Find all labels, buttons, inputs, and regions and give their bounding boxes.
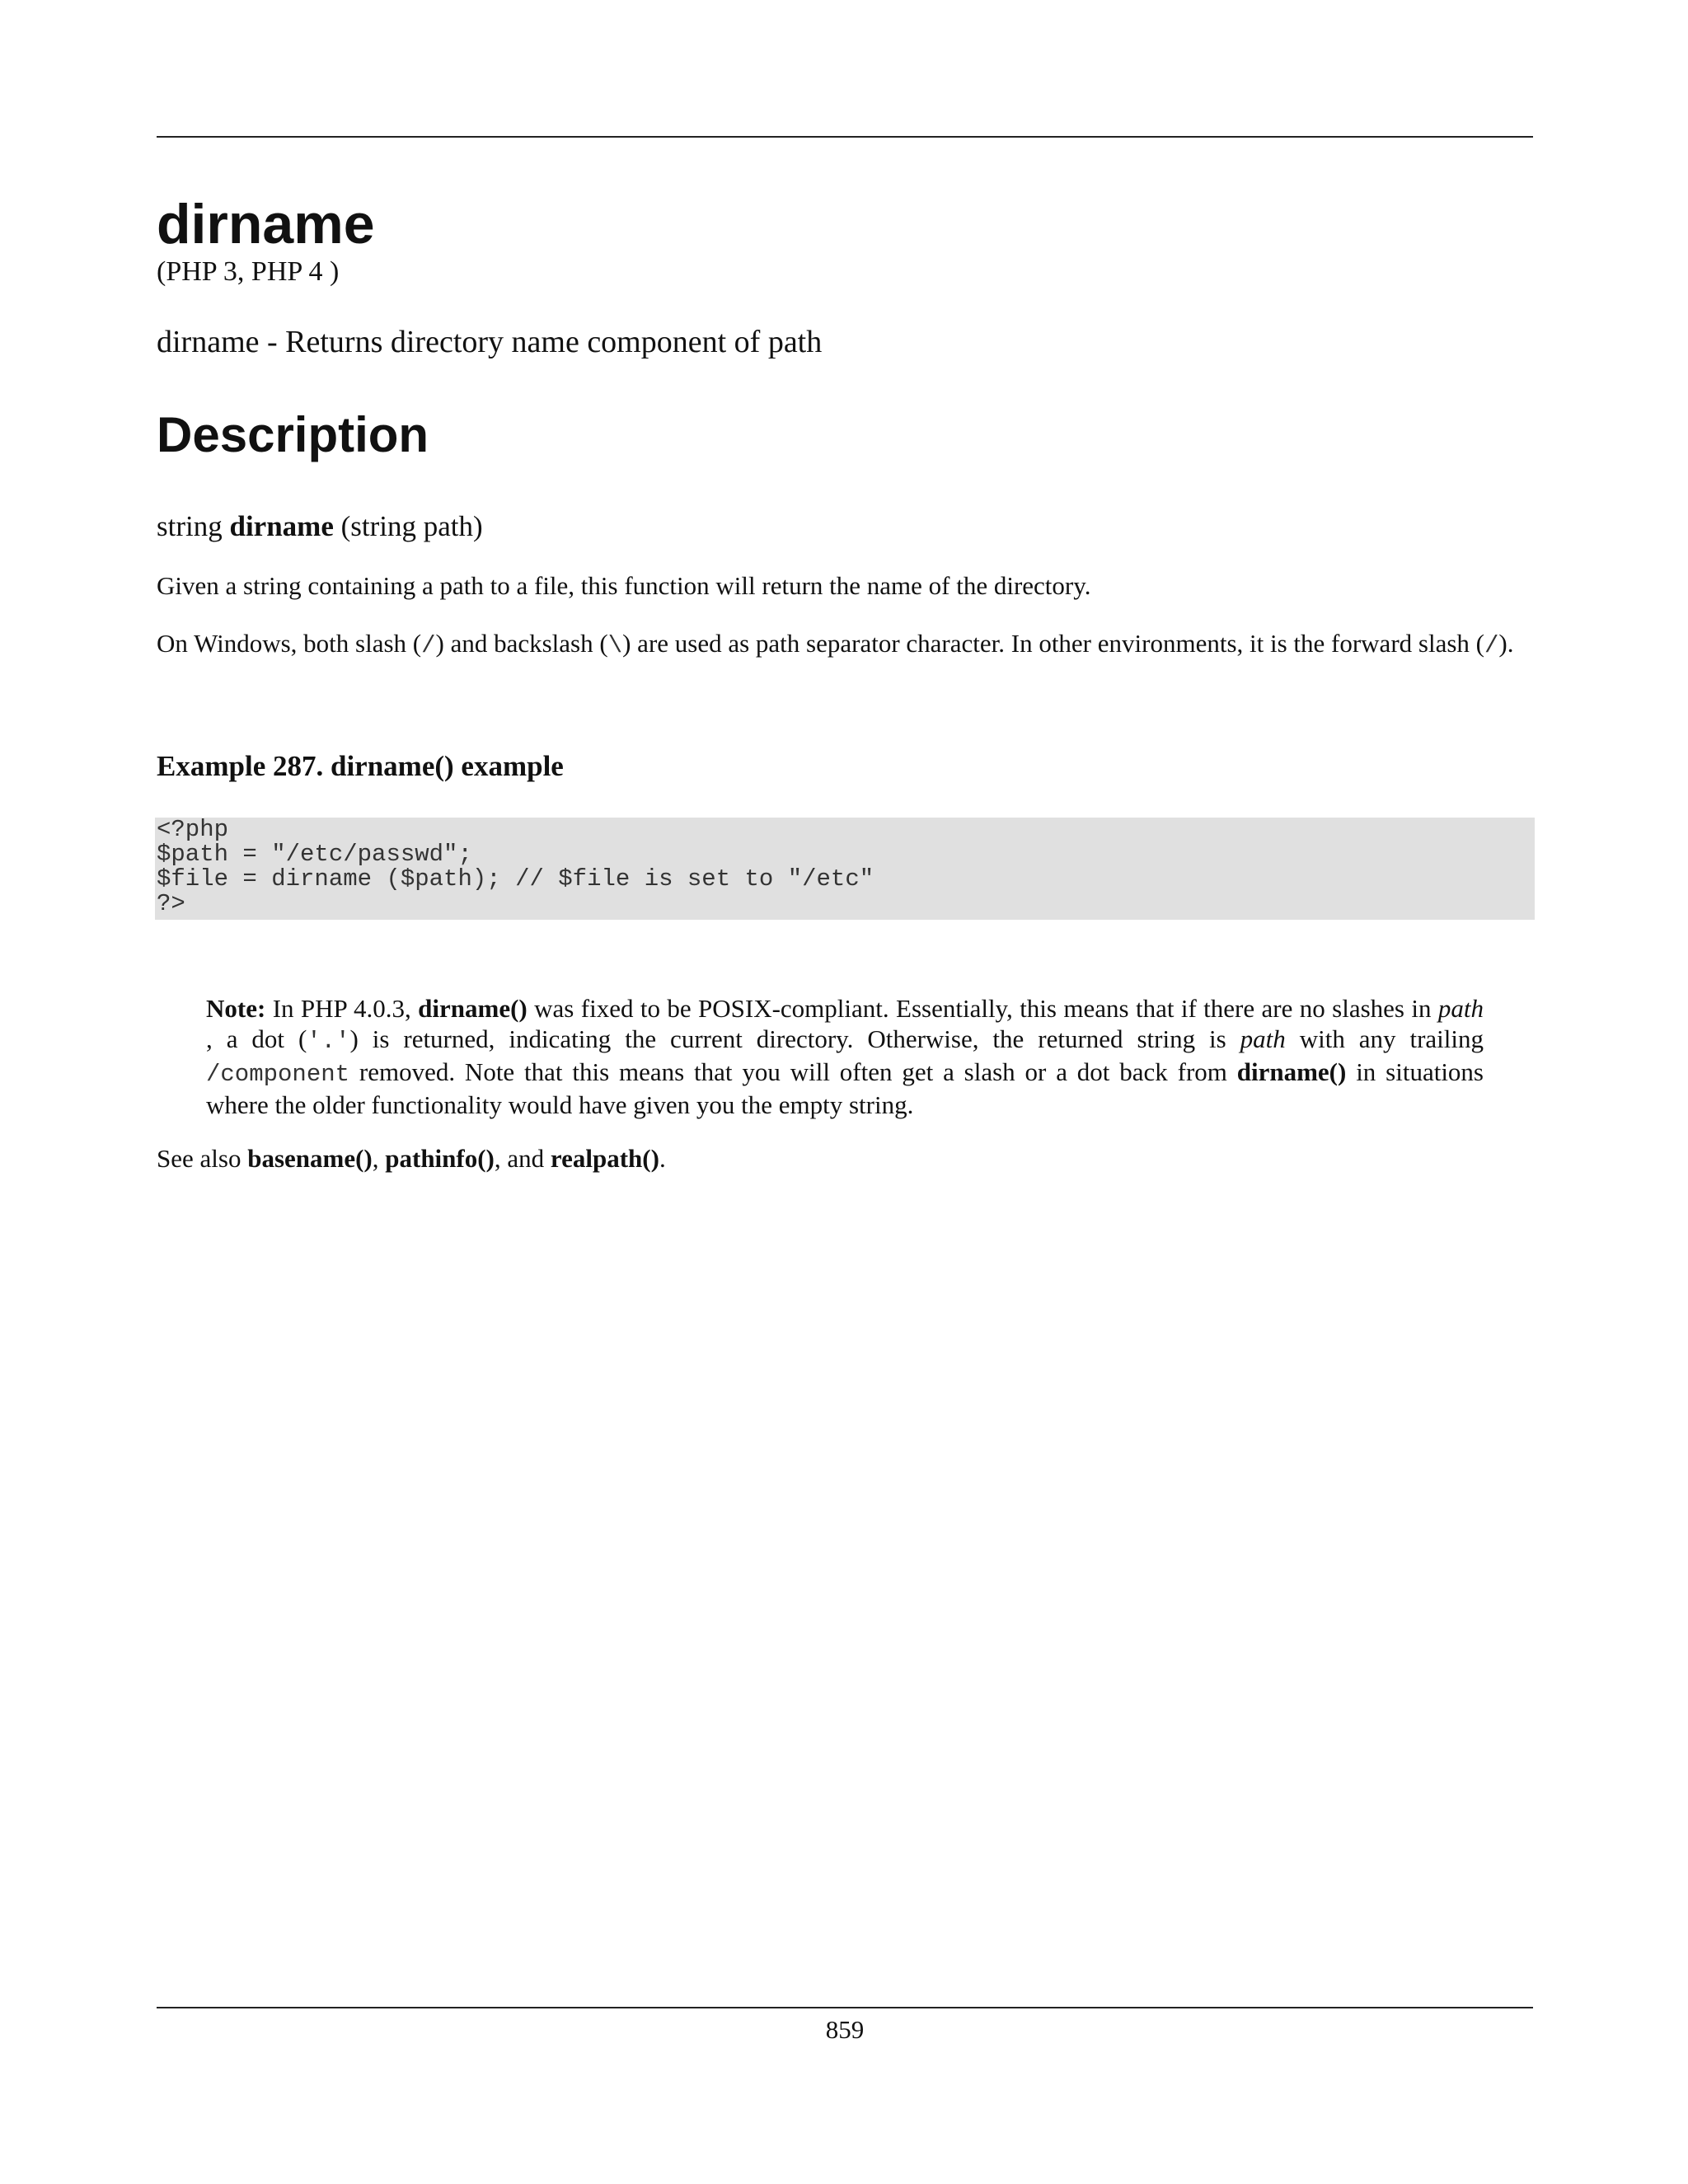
function-ref-dirname: dirname() [418,994,528,1023]
bottom-rule [157,2007,1533,2008]
top-rule [157,136,1533,138]
function-name: dirname [229,510,334,542]
link-pathinfo[interactable]: pathinfo() [385,1144,495,1173]
code-line: $path = "/etc/passwd"; [157,841,472,868]
return-type: string [157,510,223,542]
link-realpath[interactable]: realpath() [550,1144,659,1173]
inline-code-component: /component [206,1061,350,1088]
inline-code-slash: / [421,632,436,659]
page-number: 859 [825,2015,865,2044]
example-title: Example 287. dirname() example [157,750,564,782]
link-basename[interactable]: basename() [247,1144,373,1173]
see-also: See also basename(), pathinfo(), and realpath(). [157,1144,666,1173]
reference-purpose: dirname - Returns directory name component of path [157,325,823,359]
php-versions: (PHP 3, PHP 4 ) [157,256,340,287]
code-line: $file = dirname ($path); // $file is set to "/etc" [157,865,874,893]
note-block: Note: In PHP 4.0.3, dirname() was fixed to be POSIX-compliant. Essentially, this means that if there are no slashes in path , a dot ('.') is returned, indicating the current directory. Otherwise, the returned string is path with any trailing /component removed. Note that this means that you will often get a slash or a dot back from dirname() in situations where the older functionality would have given you the empty string. [206,994,1484,1119]
function-params: (string path) [340,510,483,542]
code-line: <?php [157,816,229,843]
inline-code-backslash: \ [607,632,623,659]
inline-code-dot: '.' [307,1028,350,1055]
description-paragraph-1: Given a string containing a path to a file, this function will return the name of the directory. [157,571,1091,600]
page-title: dirname [157,193,375,255]
manual-page [157,0,1533,2184]
code-line: ?> [157,890,185,917]
description-heading: Description [157,407,429,462]
param-path: path [1240,1024,1286,1053]
inline-code-slash-2: / [1484,632,1499,659]
function-ref-dirname: dirname() [1236,1057,1347,1086]
note-label: Note: [206,994,266,1023]
function-synopsis [157,507,483,546]
description-paragraph-2: On Windows, both slash (/) and backslash (\) are used as path separator character. In other environments, it is the forward slash (/). [157,629,1514,659]
param-path: path [1437,994,1484,1023]
code-example-block [155,818,1535,920]
